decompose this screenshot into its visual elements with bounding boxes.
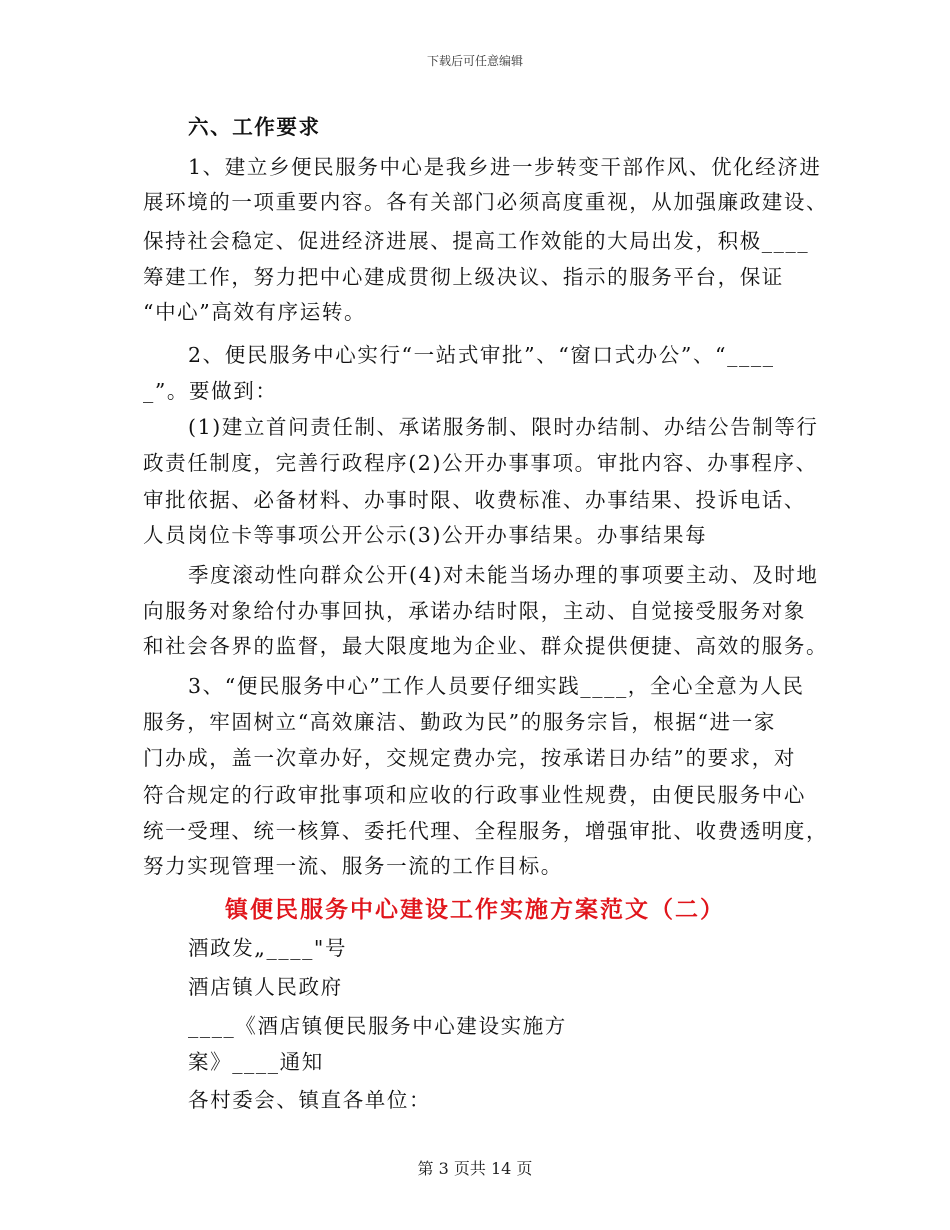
paragraph-line: 努力实现管理一流、服务一流的工作目标。 [143,854,563,878]
paragraph-line: 审批依据、必备材料、办事时限、收费标准、办事结果、投诉电话、 [143,488,806,512]
paragraph-line: 服务，牢固树立“高效廉洁、勤政为民”的服务宗旨，根据“进一家 [143,710,776,734]
paragraph-line: 符合规定的行政审批事项和应收的行政事业性规费，由便民服务中心 [143,783,806,807]
paragraph-line: 和社会各界的监督，最大限度地为企业、群众提供便捷、高效的服务。 [143,634,829,658]
document-title: 镇便民服务中心建设工作实施方案范文（二） [225,896,725,923]
paragraph-line: “中心”高效有序运转。 [143,300,367,324]
doc-number-line: 酒政发„____"号 [188,936,348,960]
notice-title-line: 案》____通知 [188,1050,324,1074]
paragraph-line: 人员岗位卡等事项公开公示(3)公开办事结果。办事结果每 [143,523,708,547]
recipients-line: 各村委会、镇直各单位： [188,1088,432,1112]
page-footer: 第 3 页共 14 页 [417,1159,533,1178]
paragraph-line: 1、建立乡便民服务中心是我乡进一步转变干部作风、优化经济进 [188,155,822,179]
paragraph-line: 季度滚动性向群众公开(4)对未能当场办理的事项要主动、及时地 [188,563,819,587]
paragraph-line: 保持社会稳定、促进经济进展、提高工作效能的大局出发，积极____ [143,229,810,253]
notice-title-line: ____《酒店镇便民服务中心建设实施方 [188,1014,567,1038]
paragraph-line: (1)建立首问责任制、承诺服务制、限时办结制、办结公告制等行 [188,415,819,439]
paragraph-line: 筹建工作，努力把中心建成贯彻上级决议、指示的服务平台，保证 [143,265,784,289]
issuer-line: 酒店镇人民政府 [188,975,343,999]
paragraph-line: 向服务对象给付办事回执，承诺办结时限，主动、自觉接受服务对象 [143,599,806,623]
paragraph-line: 2、便民服务中心实行“一站式审批”、“窗口式办公”、“____ [188,343,775,367]
paragraph-line: _”。要做到： [143,379,278,403]
paragraph-line: 门办成，盖一次章办好，交规定费办完，按承诺日办结”的要求，对 [143,746,796,770]
paragraph-line: 政责任制度，完善行政程序(2)公开办事事项。审批内容、办事程序、 [143,451,818,475]
section-heading: 六、工作要求 [188,115,321,139]
page-header: 下载后可任意编辑 [426,54,523,68]
paragraph-line: 3、“便民服务中心”工作人员要仔细实践____，全心全意为人民 [188,674,805,698]
paragraph-line: 统一受理、统一核算、委托代理、全程服务，增强审批、收费透明度， [143,819,829,843]
paragraph-line: 展环境的一项重要内容。各有关部门必须高度重视，从加强廉政建设、 [143,190,829,214]
